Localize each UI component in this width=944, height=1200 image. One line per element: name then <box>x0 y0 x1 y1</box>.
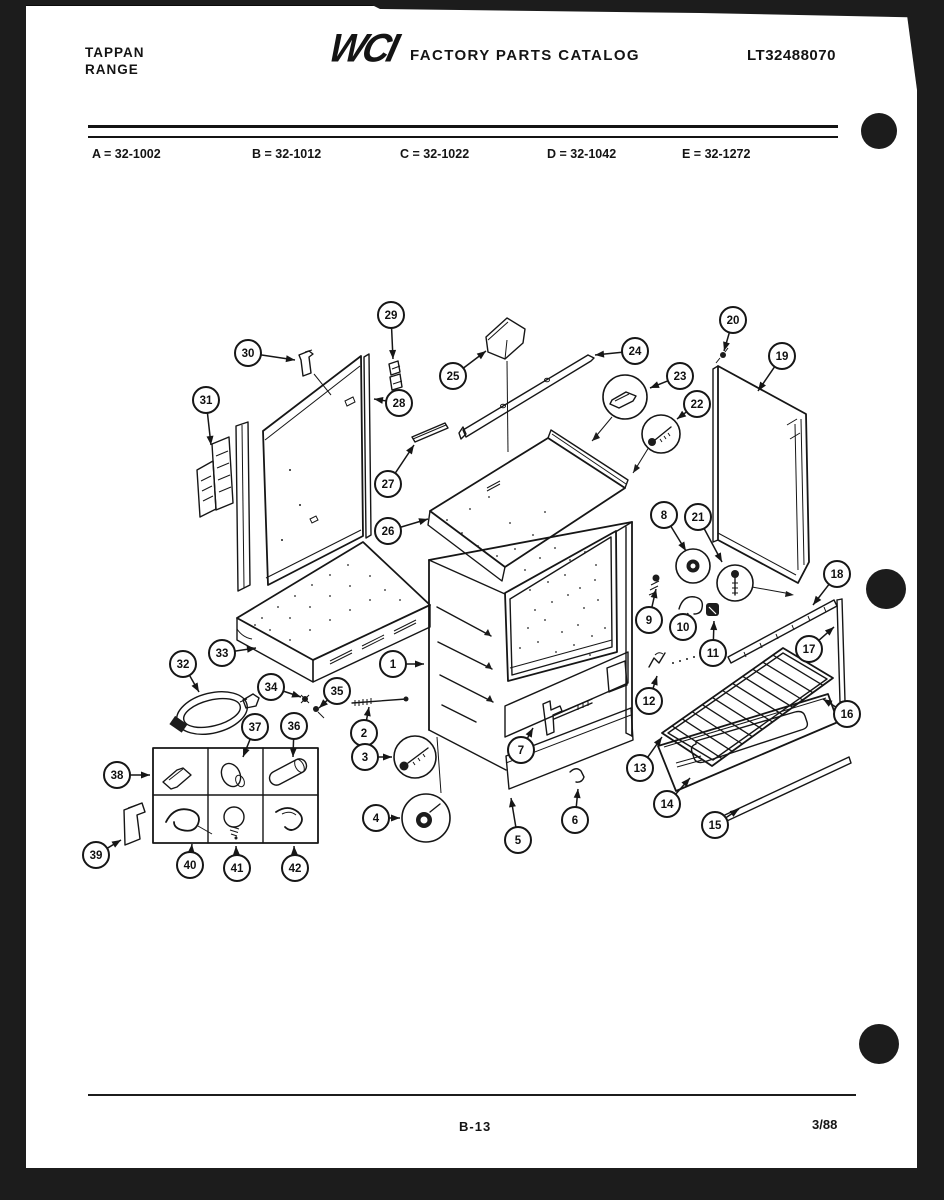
callout-11 <box>700 621 726 666</box>
svg-text:37: 37 <box>248 722 262 734</box>
rear-top-bracket <box>486 318 525 452</box>
model-code: B = 32-1012 <box>252 147 322 161</box>
revision-date: 3/88 <box>812 1117 838 1132</box>
callout-27 <box>375 445 414 497</box>
svg-text:39: 39 <box>89 850 103 862</box>
svg-text:31: 31 <box>199 395 213 407</box>
cavity-speckles <box>519 547 606 656</box>
screw-9 <box>653 575 660 582</box>
kick-panel-hook <box>570 769 584 782</box>
svg-text:41: 41 <box>230 863 244 875</box>
magnifier-screw-22 <box>642 415 680 453</box>
svg-text:11: 11 <box>706 648 720 660</box>
callout-40 <box>177 844 203 878</box>
svg-text:35: 35 <box>330 686 344 698</box>
callout-26 <box>375 518 428 544</box>
callout-4 <box>363 805 400 831</box>
callout-9 <box>636 589 662 633</box>
svg-text:4: 4 <box>372 813 380 825</box>
callout-42 <box>282 846 308 881</box>
callout-29 <box>378 302 404 359</box>
punch-hole-middle <box>866 569 906 609</box>
svg-text:20: 20 <box>726 315 740 327</box>
grid-part-tube <box>267 756 309 787</box>
svg-text:15: 15 <box>708 820 722 832</box>
punch-hole-top <box>861 113 897 149</box>
svg-text:14: 14 <box>660 799 674 811</box>
callout-8 <box>651 502 686 551</box>
svg-text:28: 28 <box>392 398 406 410</box>
svg-text:17: 17 <box>802 644 816 656</box>
grid-part-curved-clip <box>276 808 302 830</box>
callout-16 <box>823 699 860 727</box>
magnifier-circles <box>394 375 794 842</box>
side-trim-channel <box>364 354 371 538</box>
callout-1 <box>380 651 424 677</box>
callout-39 <box>83 840 121 868</box>
callout-31 <box>193 387 219 445</box>
model-code: E = 32-1272 <box>682 147 751 161</box>
callout-10 <box>670 613 696 640</box>
grid-part-bracket <box>163 768 191 789</box>
magnifier-clip-23 <box>603 375 647 419</box>
callout-3 <box>352 744 392 770</box>
svg-text:2: 2 <box>360 728 368 740</box>
rear-top-rail <box>459 355 594 439</box>
grid-part-clip-screw <box>166 809 199 831</box>
svg-text:6: 6 <box>571 815 579 827</box>
page-number: B-13 <box>459 1119 492 1134</box>
grid-part-roller <box>218 760 244 789</box>
callout-20 <box>720 307 746 351</box>
svg-text:24: 24 <box>628 346 642 358</box>
callout-34 <box>258 674 301 700</box>
svg-text:27: 27 <box>381 479 395 491</box>
svg-text:36: 36 <box>287 721 301 733</box>
callout-14 <box>654 778 690 817</box>
long-screw <box>352 697 409 707</box>
model-code: C = 32-1022 <box>400 147 470 161</box>
svg-text:19: 19 <box>775 351 789 363</box>
small-angle-bracket <box>412 423 448 442</box>
callout-13 <box>627 737 662 781</box>
callout-32 <box>170 651 199 692</box>
callout-22 <box>677 391 710 419</box>
brand-line1: TAPPAN <box>85 45 145 60</box>
wci-logo: WCI <box>324 26 401 72</box>
latch <box>543 701 562 735</box>
svg-text:30: 30 <box>241 348 255 360</box>
svg-text:21: 21 <box>691 512 705 524</box>
svg-text:5: 5 <box>514 835 522 847</box>
callout-25 <box>440 351 486 389</box>
svg-text:9: 9 <box>645 615 653 627</box>
left-front-trim-strip <box>236 422 250 591</box>
svg-text:1: 1 <box>389 659 397 671</box>
callout-35 <box>319 678 350 708</box>
callout-28 <box>374 390 412 416</box>
spring-clip-12 <box>649 653 665 667</box>
callout-2 <box>351 707 377 746</box>
hinge-pieces <box>389 361 402 390</box>
callout-17 <box>796 627 834 662</box>
vent-plates <box>197 437 233 517</box>
callout-5 <box>505 798 531 853</box>
top-bracket <box>299 350 331 395</box>
grid-part-bulb <box>224 807 244 827</box>
z-bracket <box>124 803 145 845</box>
callout-38 <box>104 762 150 788</box>
svg-text:8: 8 <box>660 510 668 522</box>
hardware-grid-box <box>153 748 318 843</box>
oven-top-panel <box>428 430 628 581</box>
svg-text:42: 42 <box>288 863 302 875</box>
cap-11 <box>706 603 719 616</box>
svg-text:34: 34 <box>264 682 278 694</box>
callout-12 <box>636 676 662 714</box>
callout-33 <box>209 640 256 666</box>
panel-screw <box>720 352 726 358</box>
callout-41 <box>224 846 250 881</box>
svg-text:13: 13 <box>633 763 647 775</box>
side-rail-vertical <box>837 599 845 702</box>
callout-19 <box>758 343 795 391</box>
callout-24 <box>595 338 648 364</box>
svg-text:25: 25 <box>446 371 460 383</box>
svg-text:23: 23 <box>673 371 687 383</box>
catalog-title: FACTORY PARTS CATALOG <box>410 47 640 64</box>
svg-text:22: 22 <box>690 399 704 411</box>
svg-text:12: 12 <box>642 696 656 708</box>
svg-text:18: 18 <box>830 569 844 581</box>
svg-text:16: 16 <box>840 709 854 721</box>
svg-text:7: 7 <box>517 745 525 757</box>
callout-37 <box>242 714 268 757</box>
svg-text:33: 33 <box>215 648 229 660</box>
svg-text:3: 3 <box>361 752 369 764</box>
callout-30 <box>235 340 295 366</box>
callout-36 <box>281 713 307 757</box>
svg-text:32: 32 <box>176 659 190 671</box>
svg-text:40: 40 <box>183 860 197 872</box>
brand-line2: RANGE <box>85 62 139 77</box>
svg-text:29: 29 <box>384 310 398 322</box>
model-code: D = 32-1042 <box>547 147 617 161</box>
callout-18 <box>813 561 850 605</box>
wire-clip-10 <box>679 597 702 614</box>
callout-15 <box>702 809 739 838</box>
callout-6 <box>562 789 588 833</box>
callout-23 <box>650 363 693 389</box>
document-number: LT32488070 <box>747 47 836 64</box>
svg-text:10: 10 <box>676 622 690 634</box>
svg-text:38: 38 <box>110 770 124 782</box>
punch-hole-bottom <box>859 1024 899 1064</box>
model-code: A = 32-1002 <box>92 147 161 161</box>
svg-text:26: 26 <box>381 526 395 538</box>
